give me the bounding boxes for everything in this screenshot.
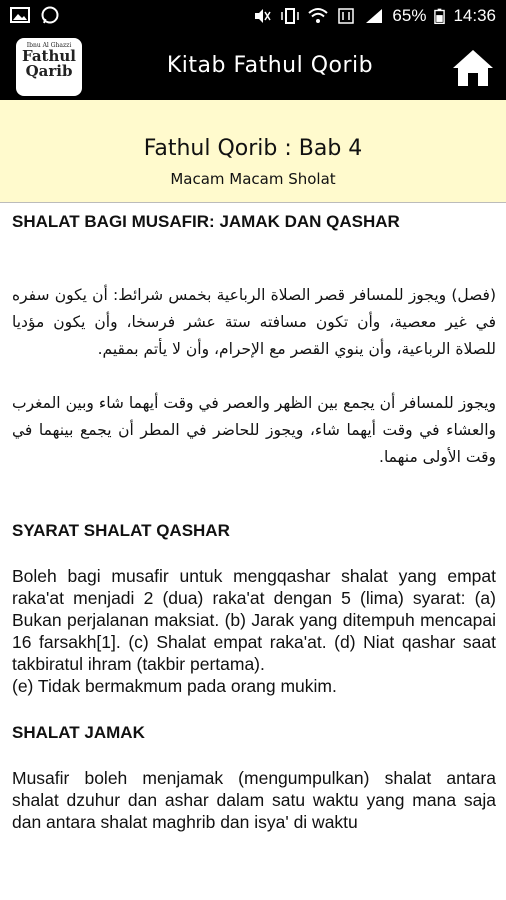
wifi-icon xyxy=(308,7,328,25)
status-bar xyxy=(0,0,506,34)
section-heading-2: SYARAT SHALAT QASHAR xyxy=(12,521,230,540)
image-icon xyxy=(10,6,30,24)
data-icon xyxy=(336,7,356,25)
section-heading-1: SHALAT BAGI MUSAFIR: JAMAK DAN QASHAR xyxy=(12,212,400,231)
battery-icon xyxy=(434,7,445,25)
app-title: Kitab Fathul Qorib xyxy=(166,53,374,78)
paragraph-1: Boleh bagi musafir untuk mengqashar shalat yang empat raka'at menjadi 2 (dua) raka'at dengan 5 (lima) syarat: (a) Bukan perjalanan maksiat. (b) Jarak yang ditempuh mencapai 16 farsakh[1]. (c) Shalat empat raka'at. (d) Niat qashar saat takbiratul ihram (takbir pertama). xyxy=(12,566,496,674)
section-heading-3: SHALAT JAMAK xyxy=(12,723,145,742)
mute-icon xyxy=(252,7,272,25)
content-area[interactable] xyxy=(12,212,496,833)
app-logo xyxy=(16,38,82,96)
signal-icon xyxy=(364,7,384,25)
chapter-header xyxy=(0,100,506,202)
divider xyxy=(0,202,506,203)
arabic-paragraph-2: ويجوز للمسافر أن يجمع بين الظهر والعصر في وقت أيهما شاء وبين المغرب والعشاء في وقت أيهما شاء، ويجوز للحاضر في المطر أن يجمع بينهما في وقت الأولى منهما. xyxy=(12,394,496,466)
paragraph-2: Musafir boleh menjamak (mengumpulkan) shalat antara shalat dzuhur dan ashar dalam satu waktu yang mana saja dan antara shalat maghrib dan isya' di waktu xyxy=(12,768,496,832)
clock: 14:36 xyxy=(453,6,496,25)
chapter-title: Fathul Qorib : Bab 4 xyxy=(143,136,363,161)
logo-line1: Fathul xyxy=(22,47,76,65)
home-icon[interactable] xyxy=(450,46,496,90)
battery-text: 65% xyxy=(392,6,427,25)
whatsapp-icon xyxy=(40,6,60,24)
app-bar xyxy=(0,34,506,100)
chapter-subtitle: Macam Macam Sholat xyxy=(170,170,336,188)
paragraph-1b: (e) Tidak bermakmum pada orang mukim. xyxy=(12,676,337,696)
arabic-paragraph-1: (فصل) ويجوز للمسافر قصر الصلاة الرباعية بخمس شرائط: أن يكون سفره في غير معصية، وأن تكون مسافته ستة عشر فرسخا، وأن يكون مؤديا للصلاة الرباعية، وأن ينوي القصر مع الإحرام، وأن لا يأتم بمقيم. xyxy=(12,286,496,358)
logo-author: Ibnu Al Ghazzi xyxy=(26,42,72,49)
logo-line2: Qarib xyxy=(25,62,73,80)
vibrate-icon xyxy=(280,7,300,25)
